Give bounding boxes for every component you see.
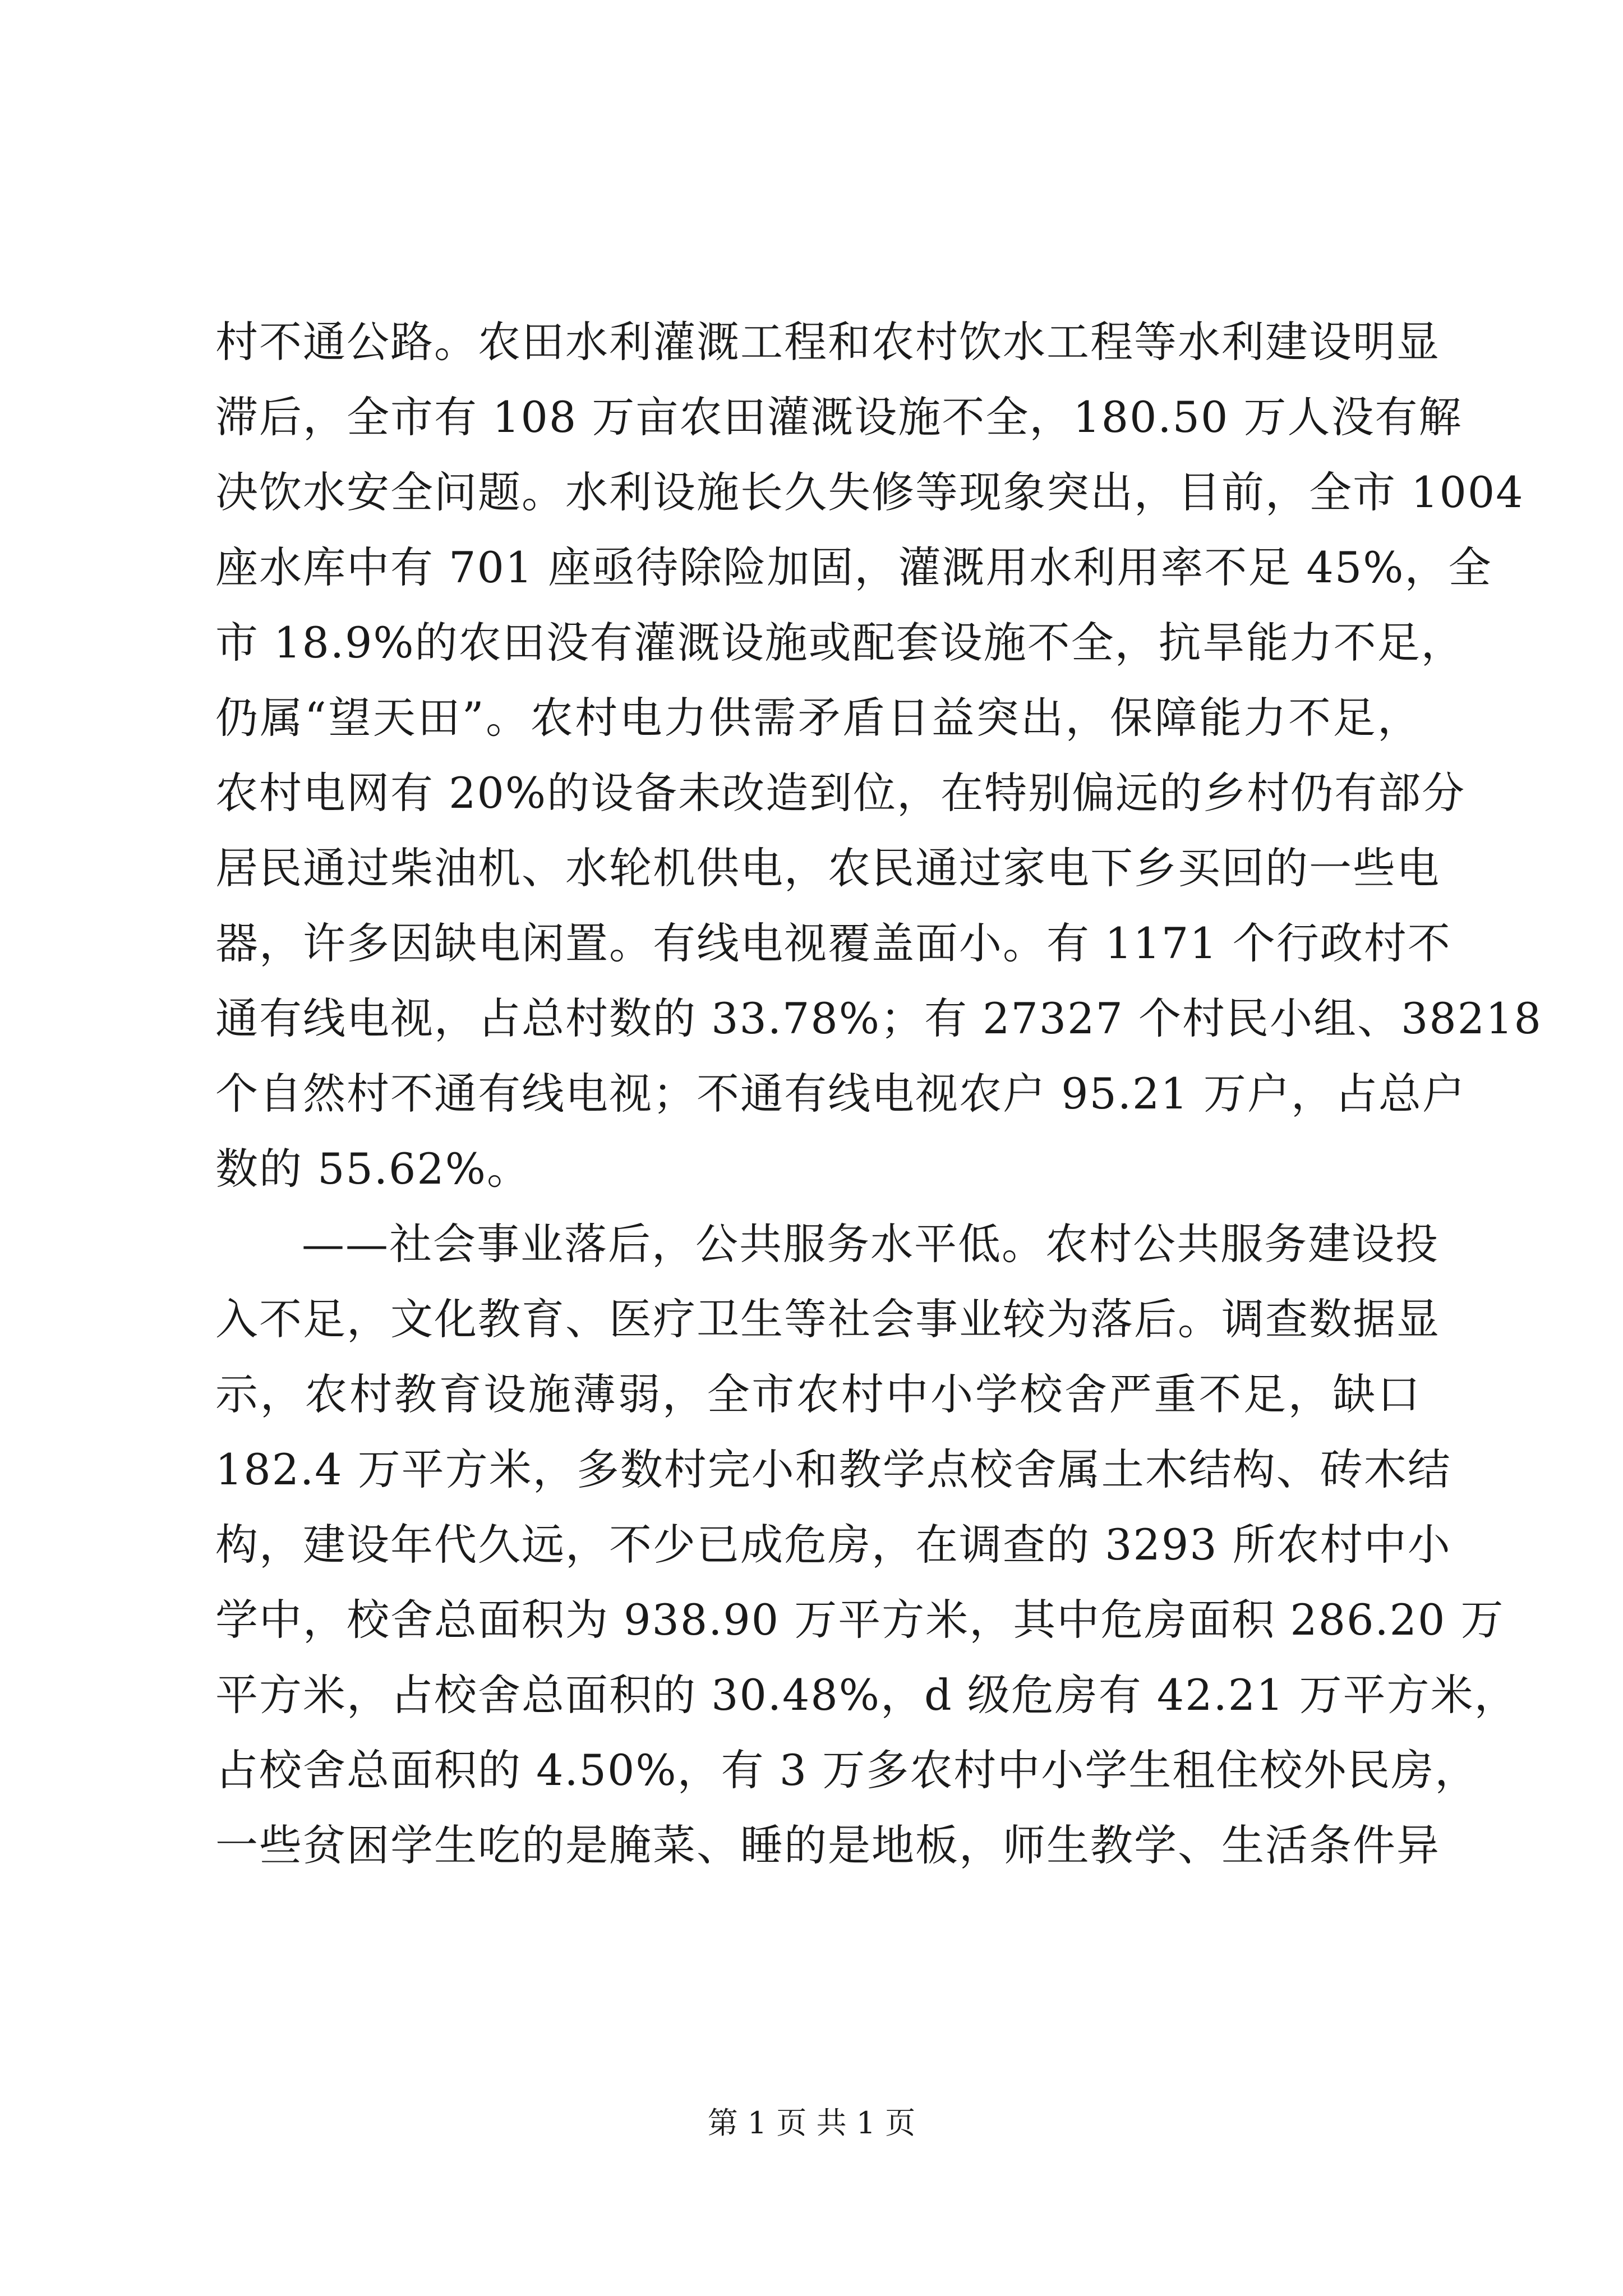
text-line: 滞后，全市有 108 万亩农田灌溉设施不全，180.50 万人没有解 xyxy=(215,392,1463,442)
text-line: 座水库中有 701 座亟待除险加固，灌溉用水利用率不足 45%，全 xyxy=(215,542,1492,592)
text-line: 数的 55.62%。 xyxy=(215,1144,531,1194)
text-line: 村不通公路。农田水利灌溉工程和农村饮水工程等水利建设明显 xyxy=(215,317,1440,367)
text-line: 市 18.9%的农田没有灌溉设施或配套设施不全，抗旱能力不足， xyxy=(215,618,1465,668)
text-line: 个自然村不通有线电视；不通有线电视农户 95.21 万户，占总户 xyxy=(215,1069,1466,1119)
text-line: 占校舍总面积的 4.50%，有 3 万多农村中小学生租住校外民房， xyxy=(215,1745,1479,1795)
text-line: 居民通过柴油机、水轮机供电，农民通过家电下乡买回的一些电 xyxy=(215,843,1440,893)
page-footer: 第 1 页 共 1 页 xyxy=(707,2105,916,2141)
text-line: 仍属“望天田”。农村电力供需矛盾日益突出，保障能力不足， xyxy=(215,693,1421,743)
text-line: 示，农村教育设施薄弱，全市农村中小学校舍严重不足，缺口 xyxy=(215,1369,1421,1419)
paragraph-first-line: ——社会事业落后，公共服务水平低。农村公共服务建设投 xyxy=(302,1219,1439,1269)
text-line: 平方米，占校舍总面积的 30.48%，d 级危房有 42.21 万平方米， xyxy=(215,1670,1518,1720)
text-line: 构，建设年代久远，不少已成危房，在调查的 3293 所农村中小 xyxy=(215,1520,1451,1570)
text-line: 农村电网有 20%的设备未改造到位，在特别偏远的乡村仍有部分 xyxy=(215,768,1466,818)
text-line: 器，许多因缺电闲置。有线电视覆盖面小。有 1171 个行政村不 xyxy=(215,918,1451,968)
text-line: 学中，校舍总面积为 938.90 万平方米，其中危房面积 286.20 万 xyxy=(215,1595,1505,1645)
text-line: 通有线电视，占总村数的 33.78%；有 27327 个村民小组、38218 xyxy=(215,993,1542,1043)
text-line: 入不足，文化教育、医疗卫生等社会事业较为落后。调查数据显 xyxy=(215,1294,1440,1344)
text-line: 决饮水安全问题。水利设施长久失修等现象突出，目前，全市 1004 xyxy=(215,467,1524,517)
text-line: 一些贫困学生吃的是腌菜、睡的是地板，师生教学、生活条件异 xyxy=(215,1820,1440,1870)
text-line: 182.4 万平方米，多数村完小和教学点校舍属土木结构、砖木结 xyxy=(215,1444,1451,1494)
